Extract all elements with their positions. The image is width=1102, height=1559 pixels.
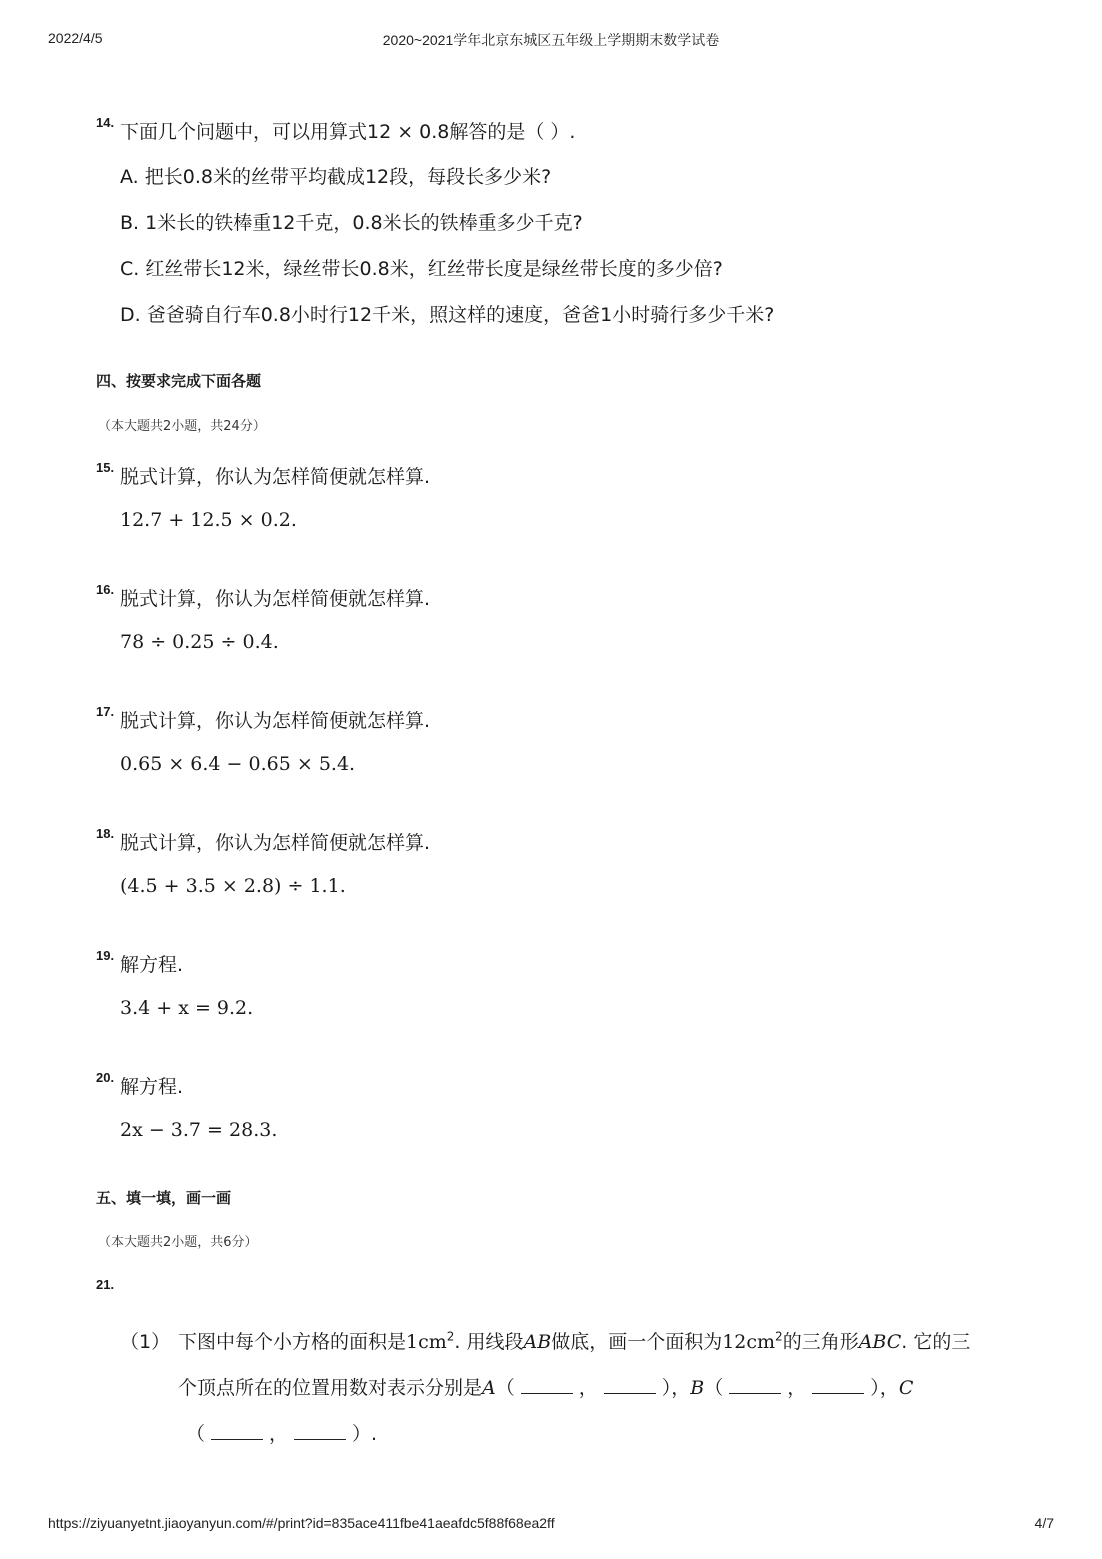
question-number: 14. (96, 115, 115, 130)
sub-question-line-3: （ ， ）. (186, 1423, 378, 1445)
text-segment: . 它的三 (901, 1331, 971, 1353)
option-b: B. 1米长的铁棒重12千克，0.8米长的铁棒重多少千克? (120, 212, 583, 234)
expression: (4.5 + 3.5 × 2.8) ÷ 1.1. (120, 875, 346, 897)
document-title: 2020~2021学年北京东城区五年级上学期期末数学试卷 (382, 32, 720, 48)
answer-blank[interactable] (211, 1438, 263, 1440)
text-segment: 个顶点所在的位置用数对表示分别是 (178, 1377, 483, 1399)
footer-url: https://ziyuanyetnt.jiaoyanyun.com/#/print?id=835ace411fbe41aeafdc5f88f68ea2ff (48, 1515, 555, 1531)
page-number: 4/7 (1034, 1515, 1054, 1531)
question-stem: 脱式计算，你认为怎样简便就怎样算. (120, 710, 431, 732)
option-a: A. 把长0.8米的丝带平均截成12段，每段长多少米? (120, 166, 552, 188)
superscript: 2 (775, 1329, 783, 1344)
question-stem: 脱式计算，你认为怎样简便就怎样算. (120, 588, 431, 610)
text-segment: 做底，画一个面积为 (551, 1331, 723, 1353)
equation: 2x − 3.7 = 28.3. (120, 1119, 278, 1141)
question-number: 21. (96, 1277, 115, 1292)
sub-question-line-1 (178, 1327, 970, 1354)
section-note: （本大题共2小题，共6分） (98, 1235, 258, 1250)
question-number: 20. (96, 1070, 115, 1085)
text-segment: 下图中每个小方格的面积是 (178, 1331, 407, 1353)
equation: 3.4 + x = 9.2. (120, 997, 254, 1019)
option-d: D. 爸爸骑自行车0.8小时行12千米，照这样的速度，爸爸1小时骑行多少千米? (120, 304, 775, 326)
question-stem: 下面几个问题中，可以用算式12 × 0.8解答的是（ ）. (120, 121, 576, 143)
print-date: 2022/4/5 (48, 30, 103, 46)
question-number: 16. (96, 582, 115, 597)
question-stem: 脱式计算，你认为怎样简便就怎样算. (120, 466, 431, 488)
question-stem: 解方程. (120, 1076, 184, 1098)
question-stem: 解方程. (120, 954, 184, 976)
triangle-abc: ABC (858, 1331, 902, 1353)
expression: 78 ÷ 0.25 ÷ 0.4. (120, 631, 279, 653)
sub-question-label: （1） (120, 1331, 171, 1353)
unit-cm: 12cm (722, 1331, 776, 1353)
sub-question-line-2: 个顶点所在的位置用数对表示分别是A（ ， ），B（ ， ），C (178, 1377, 914, 1399)
point-c: C (898, 1377, 914, 1399)
answer-blank[interactable] (812, 1392, 864, 1394)
question-number: 17. (96, 704, 115, 719)
segment-ab: AB (523, 1331, 552, 1353)
expression: 12.7 + 12.5 × 0.2. (120, 509, 297, 531)
answer-blank[interactable] (604, 1392, 656, 1394)
section-title: 五、填一填，画一画 (96, 1189, 232, 1207)
point-b: B (690, 1377, 705, 1399)
option-c: C. 红丝带长12米，绿丝带长0.8米，红丝带长度是绿丝带长度的多少倍? (120, 258, 723, 280)
answer-blank[interactable] (729, 1392, 781, 1394)
unit-cm: 1cm (406, 1331, 447, 1353)
question-stem: 脱式计算，你认为怎样简便就怎样算. (120, 832, 431, 854)
question-number: 19. (96, 948, 115, 963)
expression: 0.65 × 6.4 − 0.65 × 5.4. (120, 753, 356, 775)
section-note: （本大题共2小题，共24分） (98, 419, 266, 434)
section-title: 四、按要求完成下面各题 (96, 372, 262, 390)
answer-blank[interactable] (521, 1392, 573, 1394)
question-number: 15. (96, 460, 115, 475)
answer-blank[interactable] (294, 1438, 346, 1440)
text-segment: . 用线段 (454, 1331, 524, 1353)
superscript: 2 (446, 1329, 455, 1344)
question-number: 18. (96, 826, 115, 841)
point-a: A (482, 1377, 496, 1399)
text-segment: 的三角形 (782, 1331, 859, 1353)
